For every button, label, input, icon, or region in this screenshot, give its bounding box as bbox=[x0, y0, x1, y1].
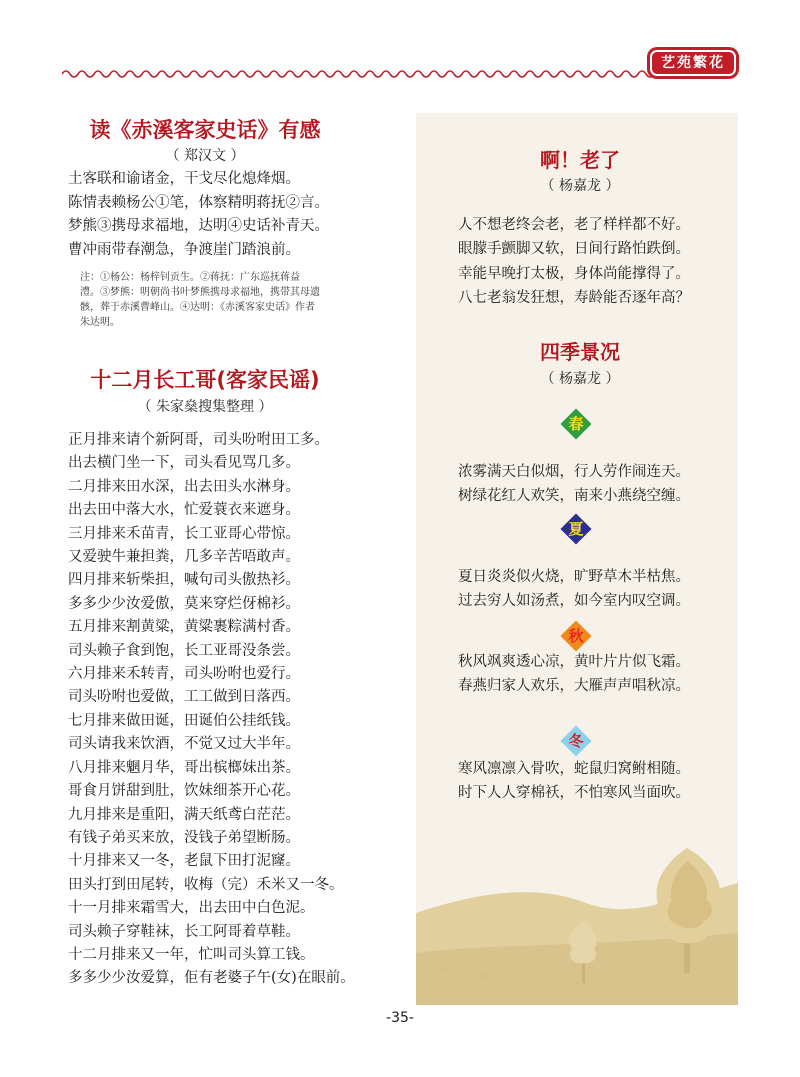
note-line: 注：①杨公：杨梓钊贡生。②蒋抚：广东巡抚蒋益 bbox=[80, 272, 300, 283]
poem-body-old bbox=[458, 213, 690, 311]
poem-author: （ 郑汉文 ） bbox=[165, 148, 245, 164]
ballad-line: 三月排来禾苗青，长工亚哥心带惊。 bbox=[68, 525, 300, 542]
poem-line: 幸能早晚打太极，身体尚能撑得了。 bbox=[458, 265, 690, 282]
ballad-line: 出去横门坐一下，司头看见骂几多。 bbox=[68, 455, 300, 472]
season-badge bbox=[560, 408, 592, 440]
ballad-line: 九月排来是重阳，满天纸鸢白茫茫。 bbox=[68, 806, 300, 823]
page-number: -35- bbox=[386, 1010, 414, 1026]
ballad-author: （ 朱家燊搜集整理 ） bbox=[137, 399, 273, 415]
season-badge bbox=[560, 725, 592, 757]
poem-line: 眼朦手颤脚又软，日间行路怕跌倒。 bbox=[458, 241, 690, 258]
note-line: 朱达明。 bbox=[80, 317, 120, 328]
note-line: 骸，葬于赤溪曹峰山。④达明：《赤溪客家史话》作者 bbox=[80, 302, 315, 313]
poem-title-seasons: 四季景况 bbox=[540, 340, 620, 364]
poem-line: 浓雾满天白似烟，行人劳作闹连天。 bbox=[458, 464, 690, 480]
season-verse bbox=[458, 757, 690, 805]
season-label: 夏 bbox=[568, 520, 584, 538]
poem-line: 曹冲雨带春潮急，争渡崖门踏浪前。 bbox=[68, 241, 300, 258]
poem-line: 树绿花红人欢笑，南来小燕绕空缠。 bbox=[458, 488, 690, 504]
ballad-line: 出去田中落大水，忙爱蓑衣来遮身。 bbox=[68, 502, 300, 519]
header-wavy-rule bbox=[62, 66, 738, 82]
poem-line: 陈情表赖杨公①笔，体察精明蒋抚②言。 bbox=[68, 194, 329, 211]
ballad-line: 多多少少汝爱算，佢有老婆子午(女)在眼前。 bbox=[68, 970, 355, 987]
section-badge-label: 艺苑繁花 bbox=[661, 55, 725, 71]
season-badge bbox=[560, 513, 592, 545]
ballad-line: 七月排来做田诞，田诞伯公挂纸钱。 bbox=[68, 712, 300, 729]
ballad-line: 八月排来魍月华，哥出槟榔妹出茶。 bbox=[68, 759, 300, 776]
poem-line: 秋风飒爽透心凉，黄叶片片似飞霜。 bbox=[458, 654, 690, 670]
ballad-line: 司头请我来饮酒，不觉又过大半年。 bbox=[68, 736, 300, 753]
poem-author-old: （ 杨嘉龙 ） bbox=[540, 178, 620, 194]
ballad-line: 有钱子弟买来放，没钱子弟望断肠。 bbox=[68, 829, 300, 846]
poem-author-seasons: （ 杨嘉龙 ） bbox=[540, 371, 620, 387]
ballad-line: 二月排来田水深，出去田头水淋身。 bbox=[68, 478, 300, 495]
ballad-line: 司头赖子穿鞋袜，长工阿哥着草鞋。 bbox=[68, 923, 300, 940]
ballad-line: 哥食月饼甜到肚，饮妹细茶开心花。 bbox=[68, 783, 300, 800]
ballad-line: 四月排来斩柴担，喊句司头傲热衫。 bbox=[68, 572, 300, 589]
note-line: 澧。③梦熊：明朝尚书叶梦熊携母求福地，携带其母遗 bbox=[80, 287, 320, 298]
ballad-line: 六月排来禾转青，司头吩咐也爱行。 bbox=[68, 666, 300, 683]
ballad-title: 十二月长工哥(客家民谣) bbox=[90, 368, 320, 392]
poem-line: 人不想老终会老，老了样样都不好。 bbox=[458, 217, 690, 233]
section-badge bbox=[650, 50, 736, 76]
ballad-line: 五月排来割黄粱，黄粱裹粽满村香。 bbox=[68, 619, 300, 636]
season-badge bbox=[560, 620, 592, 652]
poem-title-old: 啊！老了 bbox=[540, 148, 620, 172]
season-label: 春 bbox=[568, 415, 584, 433]
poem-line: 八七老翁发狂想，寿龄能否逐年高？ bbox=[458, 290, 690, 307]
season-label: 秋 bbox=[568, 627, 584, 645]
poem-line: 夏日炎炎似火烧，旷野草木半枯焦。 bbox=[458, 569, 690, 585]
poem-title: 读《赤溪客家史话》有感 bbox=[89, 118, 321, 142]
ballad-line: 十二月排来又一年，忙叫司头算工钱。 bbox=[68, 946, 315, 963]
ballad-line: 十月排来又一冬，老鼠下田打泥窿。 bbox=[68, 853, 300, 870]
season-label: 冬 bbox=[568, 732, 584, 750]
season-verse bbox=[458, 650, 690, 698]
ballad-body bbox=[68, 429, 355, 991]
poem-line: 时下人人穿棉袄，不怕寒风当面吹。 bbox=[458, 785, 690, 801]
ballad-line: 又爱驶牛兼担粪，几多辛苦唔敢声。 bbox=[68, 549, 300, 566]
poem-line: 土客联和谕诸金，干戈尽化熄烽烟。 bbox=[68, 171, 300, 187]
poem-notes bbox=[80, 270, 362, 330]
ballad-line: 司头吩咐也爱做，工工做到日落西。 bbox=[68, 689, 300, 706]
ballad-line: 多多少少汝爱傲，莫来穿烂伢棉衫。 bbox=[68, 595, 300, 612]
ballad-line: 司头赖子食到饱，长工亚哥没条尝。 bbox=[68, 642, 300, 659]
ballad-line: 正月排来请个新阿哥，司头吩咐田工多。 bbox=[68, 432, 329, 448]
ballad-line: 田头打到田尾转，收梅（完）禾米又一冬。 bbox=[68, 876, 344, 893]
season-verse bbox=[458, 460, 690, 508]
season-verse bbox=[458, 565, 690, 613]
ballad-line: 十一月排来霜雪大，出去田中白色泥。 bbox=[68, 900, 315, 917]
poem-line: 过去穷人如汤煮，如今室内叹空调。 bbox=[458, 593, 690, 609]
poem-line: 寒风凛凛入骨吹，蛇鼠归窝鲋相随。 bbox=[458, 761, 690, 777]
poem-line: 春燕归家人欢乐，大雁声声唱秋凉。 bbox=[458, 678, 690, 694]
poem-line: 梦熊③携母求福地，达明④史话补青天。 bbox=[68, 218, 329, 235]
poem-body bbox=[68, 168, 329, 262]
